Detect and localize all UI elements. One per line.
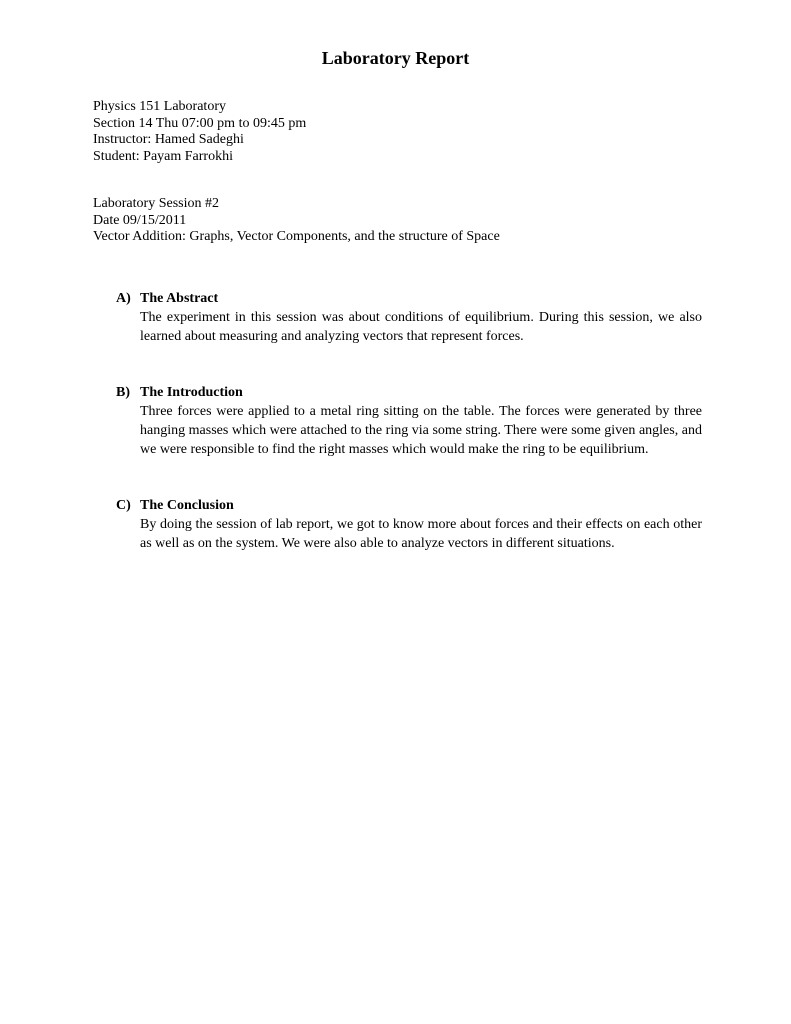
section-letter: A) <box>116 291 131 306</box>
section-heading <box>116 290 702 308</box>
section-heading <box>116 497 702 515</box>
section-body: The experiment in this session was about conditions of equilibrium. During this session, we also learned about measuring and analyzing vectors that represent forces. <box>140 310 702 344</box>
section-letter: B) <box>116 385 130 400</box>
section-body: Three forces were applied to a metal ring sitting on the table. The forces were generated by three hanging masses which were attached to the ring via some string. There were some given angles, and we were responsible to find the right masses which would make the ring to be equilibrium. <box>140 404 702 457</box>
section-info: Section 14 Thu 07:00 pm to 09:45 pm <box>93 115 307 131</box>
section-abstract <box>116 290 702 346</box>
section-body: By doing the session of lab report, we got to know more about forces and their effects on each other as well as on the system. We were also able to analyze vectors in different situations. <box>140 517 702 551</box>
section-title: The Abstract <box>140 291 219 306</box>
session-number: Laboratory Session #2 <box>93 196 219 211</box>
session-info <box>93 196 713 246</box>
section-heading <box>116 384 702 402</box>
section-title: The Introduction <box>140 385 243 400</box>
page-title: Laboratory Report <box>321 48 470 68</box>
course-name: Physics 151 Laboratory <box>93 99 226 114</box>
section-introduction <box>116 384 702 459</box>
section-letter: C) <box>116 498 131 513</box>
section-conclusion <box>116 497 702 553</box>
section-title: The Conclusion <box>140 498 234 513</box>
report-header <box>93 99 713 165</box>
session-topic: Vector Addition: Graphs, Vector Components, and the structure of Space <box>93 229 500 244</box>
session-date: Date 09/15/2011 <box>93 212 187 228</box>
student-name: Student: Payam Farrokhi <box>93 148 233 164</box>
instructor-name: Instructor: Hamed Sadeghi <box>93 132 244 147</box>
